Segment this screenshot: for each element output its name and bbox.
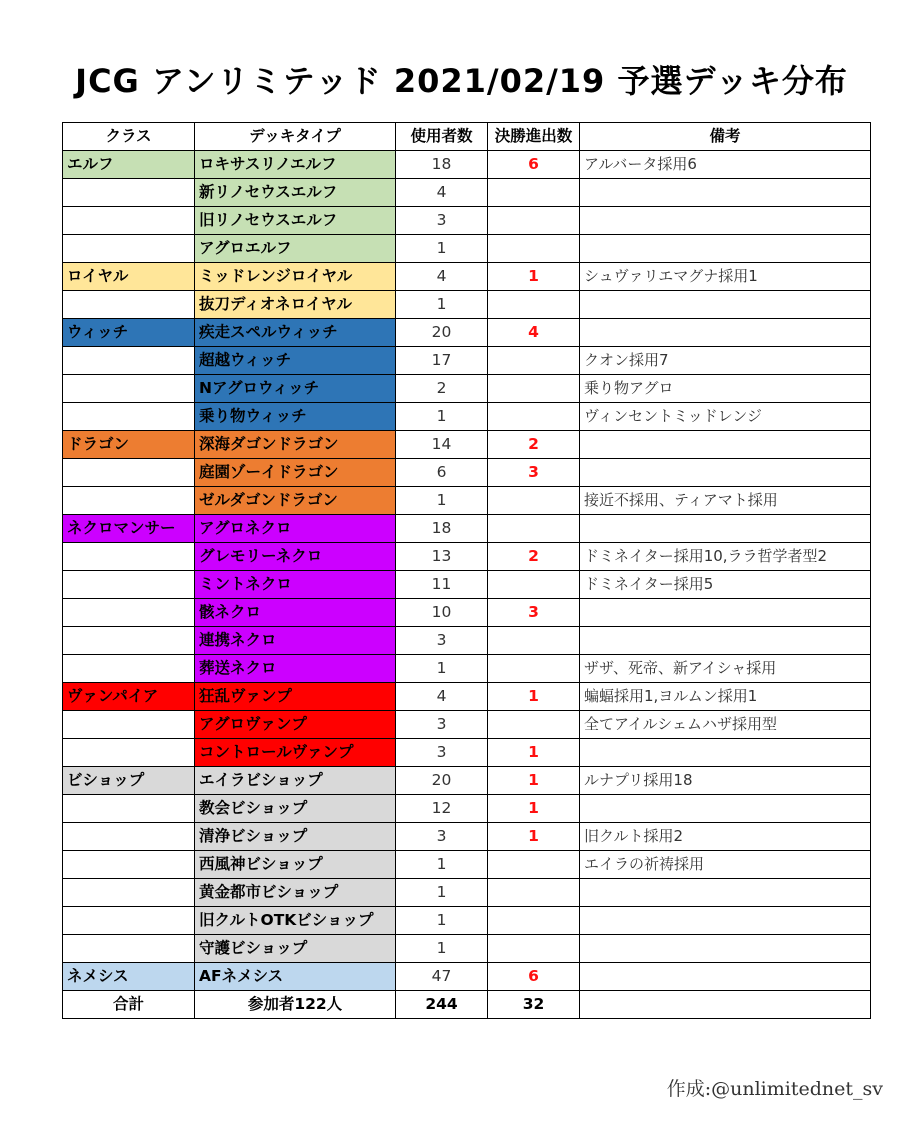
deck-type-cell: コントロールヴァンプ	[195, 739, 396, 767]
finals-cell	[488, 935, 580, 963]
deck-type-cell: 連携ネクロ	[195, 627, 396, 655]
class-cell	[63, 291, 195, 319]
table-row	[63, 879, 871, 907]
finals-cell	[488, 851, 580, 879]
class-cell: ビショップ	[63, 767, 195, 795]
header-users: 使用者数	[396, 123, 488, 151]
notes-cell	[580, 291, 871, 319]
users-cell: 1	[396, 487, 488, 515]
users-cell: 1	[396, 935, 488, 963]
table-row	[63, 907, 871, 935]
notes-cell	[580, 879, 871, 907]
users-cell: 3	[396, 739, 488, 767]
class-cell	[63, 487, 195, 515]
table-row	[63, 571, 871, 599]
users-cell: 18	[396, 515, 488, 543]
notes-cell	[580, 515, 871, 543]
table-row	[63, 319, 871, 347]
users-cell: 12	[396, 795, 488, 823]
table-row	[63, 459, 871, 487]
notes-cell: ドミネイター採用5	[580, 571, 871, 599]
finals-cell: 1	[488, 683, 580, 711]
deck-type-cell: AFネメシス	[195, 963, 396, 991]
total-label: 合計	[63, 991, 195, 1019]
finals-cell: 2	[488, 543, 580, 571]
users-cell: 4	[396, 683, 488, 711]
table-row	[63, 543, 871, 571]
class-cell	[63, 711, 195, 739]
class-cell	[63, 627, 195, 655]
notes-cell	[580, 179, 871, 207]
class-cell	[63, 347, 195, 375]
finals-cell	[488, 711, 580, 739]
finals-cell	[488, 571, 580, 599]
table-row	[63, 375, 871, 403]
class-cell	[63, 571, 195, 599]
notes-cell	[580, 319, 871, 347]
deck-type-cell: ミントネクロ	[195, 571, 396, 599]
users-cell: 18	[396, 151, 488, 179]
deck-type-cell: アグロエルフ	[195, 235, 396, 263]
total-finals: 32	[488, 991, 580, 1019]
header-notes: 備考	[580, 123, 871, 151]
class-cell: エルフ	[63, 151, 195, 179]
finals-cell	[488, 487, 580, 515]
notes-cell	[580, 935, 871, 963]
table-row	[63, 487, 871, 515]
deck-type-cell: 新リノセウスエルフ	[195, 179, 396, 207]
finals-cell: 6	[488, 963, 580, 991]
deck-type-cell: グレモリーネクロ	[195, 543, 396, 571]
finals-cell	[488, 655, 580, 683]
finals-cell	[488, 627, 580, 655]
table-row	[63, 795, 871, 823]
users-cell: 1	[396, 291, 488, 319]
notes-cell: ヴィンセントミッドレンジ	[580, 403, 871, 431]
table-row	[63, 739, 871, 767]
deck-distribution-table	[62, 122, 871, 1019]
table-row	[63, 151, 871, 179]
table-row	[63, 235, 871, 263]
total-notes	[580, 991, 871, 1019]
finals-cell	[488, 347, 580, 375]
header-row	[63, 123, 871, 151]
table-row	[63, 599, 871, 627]
class-cell	[63, 403, 195, 431]
table-row	[63, 711, 871, 739]
finals-cell: 6	[488, 151, 580, 179]
finals-cell: 1	[488, 795, 580, 823]
notes-cell: ドミネイター採用10,ララ哲学者型2	[580, 543, 871, 571]
deck-type-cell: Nアグロウィッチ	[195, 375, 396, 403]
notes-cell: アルバータ採用6	[580, 151, 871, 179]
header-class: クラス	[63, 123, 195, 151]
notes-cell	[580, 739, 871, 767]
deck-type-cell: 旧リノセウスエルフ	[195, 207, 396, 235]
deck-type-cell: 乗り物ウィッチ	[195, 403, 396, 431]
table-row	[63, 179, 871, 207]
users-cell: 1	[396, 403, 488, 431]
users-cell: 3	[396, 823, 488, 851]
users-cell: 4	[396, 263, 488, 291]
users-cell: 3	[396, 711, 488, 739]
class-cell	[63, 179, 195, 207]
notes-cell: エイラの祈祷採用	[580, 851, 871, 879]
class-cell	[63, 235, 195, 263]
table-row	[63, 347, 871, 375]
class-cell: ネメシス	[63, 963, 195, 991]
notes-cell	[580, 963, 871, 991]
finals-cell	[488, 375, 580, 403]
deck-type-cell: 疾走スペルウィッチ	[195, 319, 396, 347]
deck-type-cell: 狂乱ヴァンプ	[195, 683, 396, 711]
deck-type-cell: 超越ウィッチ	[195, 347, 396, 375]
users-cell: 1	[396, 907, 488, 935]
class-cell	[63, 935, 195, 963]
table-row	[63, 851, 871, 879]
finals-cell	[488, 403, 580, 431]
class-cell: ロイヤル	[63, 263, 195, 291]
finals-cell	[488, 291, 580, 319]
notes-cell: ザザ、死帝、新アイシャ採用	[580, 655, 871, 683]
table-row	[63, 963, 871, 991]
notes-cell: 全てアイルシェムハザ採用型	[580, 711, 871, 739]
total-users: 244	[396, 991, 488, 1019]
notes-cell	[580, 795, 871, 823]
class-cell	[63, 739, 195, 767]
table-row	[63, 431, 871, 459]
class-cell	[63, 599, 195, 627]
notes-cell: シュヴァリエマグナ採用1	[580, 263, 871, 291]
class-cell	[63, 375, 195, 403]
deck-type-cell: 守護ビショップ	[195, 935, 396, 963]
table-row	[63, 655, 871, 683]
table-row	[63, 823, 871, 851]
class-cell	[63, 879, 195, 907]
finals-cell	[488, 207, 580, 235]
notes-cell	[580, 907, 871, 935]
users-cell: 1	[396, 879, 488, 907]
finals-cell: 3	[488, 459, 580, 487]
total-row	[63, 991, 871, 1019]
notes-cell	[580, 431, 871, 459]
credit-text: 作成:@unlimitednet_sv	[666, 1078, 883, 1100]
class-cell	[63, 795, 195, 823]
table-row	[63, 935, 871, 963]
users-cell: 2	[396, 375, 488, 403]
users-cell: 10	[396, 599, 488, 627]
table-row	[63, 291, 871, 319]
class-cell	[63, 655, 195, 683]
finals-cell	[488, 515, 580, 543]
deck-type-cell: ゼルダゴンドラゴン	[195, 487, 396, 515]
notes-cell: 旧クルト採用2	[580, 823, 871, 851]
header-deck-type: デッキタイプ	[195, 123, 396, 151]
finals-cell: 4	[488, 319, 580, 347]
deck-type-cell: 抜刀ディオネロイヤル	[195, 291, 396, 319]
users-cell: 1	[396, 235, 488, 263]
users-cell: 17	[396, 347, 488, 375]
notes-cell: ルナプリ採用18	[580, 767, 871, 795]
finals-cell	[488, 907, 580, 935]
notes-cell: 蝙蝠採用1,ヨルムン採用1	[580, 683, 871, 711]
finals-cell: 1	[488, 823, 580, 851]
finals-cell	[488, 235, 580, 263]
header-finals: 決勝進出数	[488, 123, 580, 151]
class-cell: ネクロマンサー	[63, 515, 195, 543]
users-cell: 1	[396, 851, 488, 879]
total-participants: 参加者122人	[195, 991, 396, 1019]
table-row	[63, 627, 871, 655]
users-cell: 47	[396, 963, 488, 991]
deck-type-cell: アグロヴァンプ	[195, 711, 396, 739]
deck-type-cell: 葬送ネクロ	[195, 655, 396, 683]
deck-type-cell: ミッドレンジロイヤル	[195, 263, 396, 291]
class-cell	[63, 207, 195, 235]
users-cell: 20	[396, 319, 488, 347]
notes-cell	[580, 459, 871, 487]
deck-type-cell: 清浄ビショップ	[195, 823, 396, 851]
deck-type-cell: 西風神ビショップ	[195, 851, 396, 879]
class-cell	[63, 851, 195, 879]
users-cell: 14	[396, 431, 488, 459]
deck-type-cell: アグロネクロ	[195, 515, 396, 543]
deck-type-cell: 庭園ゾーイドラゴン	[195, 459, 396, 487]
notes-cell: 接近不採用、ティアマト採用	[580, 487, 871, 515]
finals-cell: 1	[488, 739, 580, 767]
deck-type-cell: エイラビショップ	[195, 767, 396, 795]
finals-cell	[488, 879, 580, 907]
table-row	[63, 403, 871, 431]
deck-type-cell: ロキサスリノエルフ	[195, 151, 396, 179]
table-row	[63, 263, 871, 291]
class-cell: ドラゴン	[63, 431, 195, 459]
notes-cell	[580, 235, 871, 263]
notes-cell: クオン採用7	[580, 347, 871, 375]
deck-type-cell: 深海ダゴンドラゴン	[195, 431, 396, 459]
users-cell: 4	[396, 179, 488, 207]
users-cell: 3	[396, 627, 488, 655]
deck-type-cell: 旧クルトOTKビショップ	[195, 907, 396, 935]
class-cell	[63, 907, 195, 935]
finals-cell: 3	[488, 599, 580, 627]
deck-type-cell: 黄金都市ビショップ	[195, 879, 396, 907]
users-cell: 13	[396, 543, 488, 571]
deck-type-cell: 教会ビショップ	[195, 795, 396, 823]
table-row	[63, 683, 871, 711]
notes-cell: 乗り物アグロ	[580, 375, 871, 403]
class-cell	[63, 459, 195, 487]
users-cell: 11	[396, 571, 488, 599]
finals-cell: 2	[488, 431, 580, 459]
finals-cell: 1	[488, 263, 580, 291]
notes-cell	[580, 599, 871, 627]
table-row	[63, 515, 871, 543]
table-row	[63, 767, 871, 795]
table-row	[63, 207, 871, 235]
users-cell: 20	[396, 767, 488, 795]
class-cell	[63, 823, 195, 851]
class-cell	[63, 543, 195, 571]
deck-type-cell: 骸ネクロ	[195, 599, 396, 627]
notes-cell	[580, 627, 871, 655]
finals-cell: 1	[488, 767, 580, 795]
users-cell: 6	[396, 459, 488, 487]
users-cell: 3	[396, 207, 488, 235]
class-cell: ヴァンパイア	[63, 683, 195, 711]
notes-cell	[580, 207, 871, 235]
page-title: JCG アンリミテッド 2021/02/19 予選デッキ分布	[75, 62, 848, 100]
finals-cell	[488, 179, 580, 207]
users-cell: 1	[396, 655, 488, 683]
class-cell: ウィッチ	[63, 319, 195, 347]
